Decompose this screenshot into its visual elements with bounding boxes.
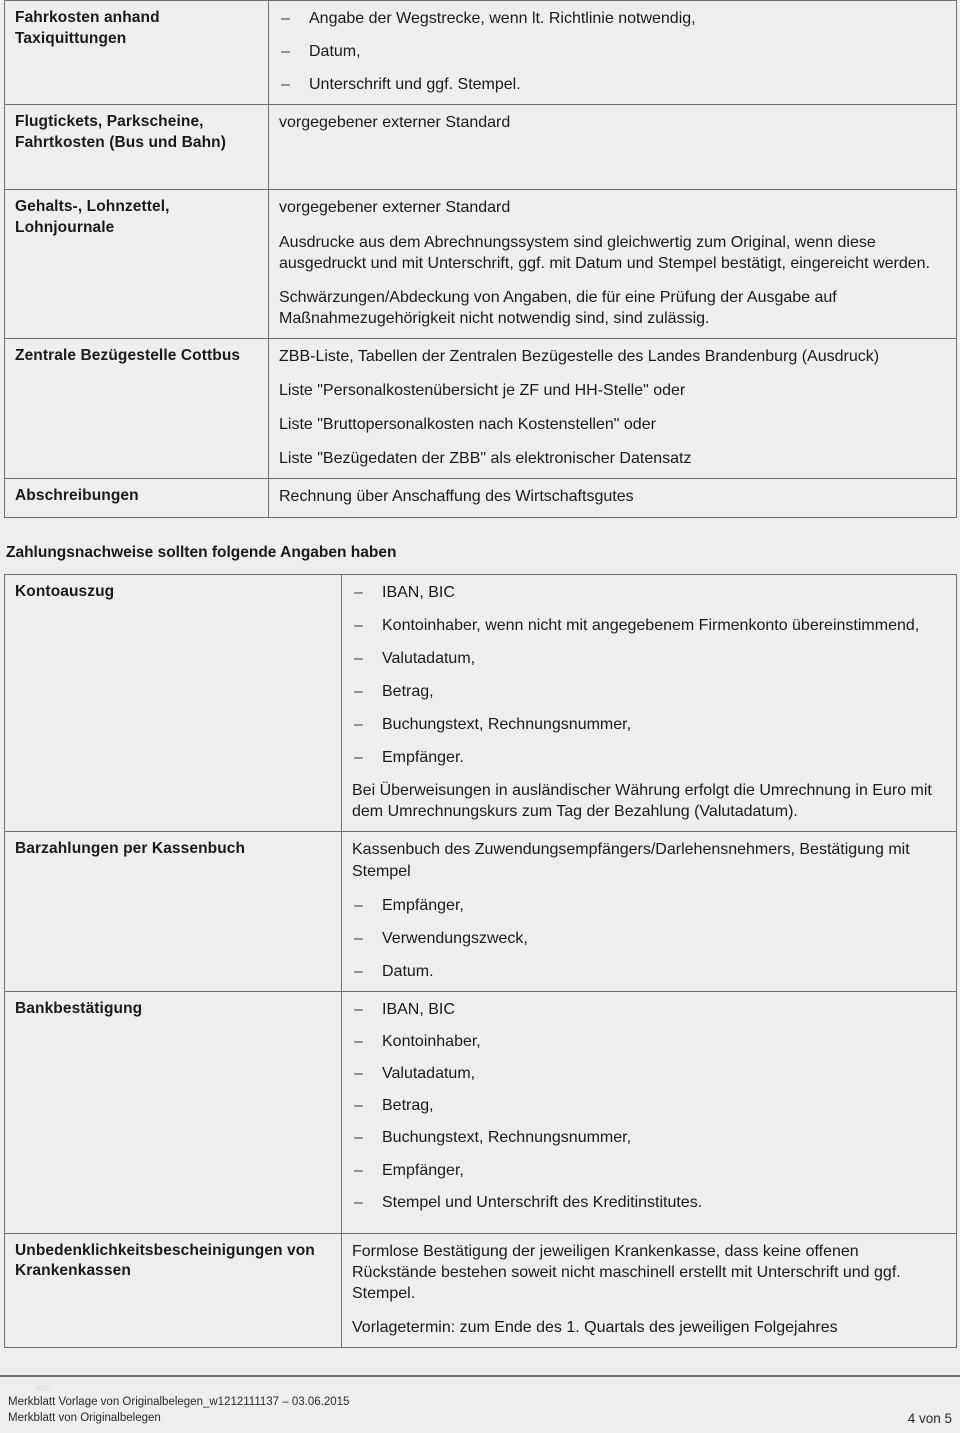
list-item: – Stempel und Unterschrift des Kreditinstitutes.	[352, 1192, 946, 1213]
row-content-abschreibungen	[269, 479, 957, 517]
watermark-text: http	[36, 1383, 52, 1393]
paragraph: vorgegebener externer Standard	[279, 199, 511, 217]
paragraph: Schwärzungen/Abdeckung von Angaben, die für eine Prüfung der Ausgabe auf Maßnahmezugehörigkeit nicht notwendig sind, sind zulässig.	[279, 288, 837, 327]
row-content-fahrkosten	[269, 1, 957, 105]
section-heading-zahlungsnachweise: Zahlungsnachweise sollten folgende Angaben haben	[0, 518, 960, 574]
row-content-kontoauszug	[342, 574, 957, 832]
table-row	[5, 190, 957, 339]
dash-list	[352, 999, 946, 1213]
paragraph: Liste "Bezügedaten der ZBB" als elektronischer Datensatz	[279, 450, 692, 468]
list-item: – IBAN, BIC	[352, 582, 946, 603]
list-item: – Verwendungszweck,	[352, 928, 946, 949]
row-label-zentrale-bezuegestelle: Zentrale Bezügestelle Cottbus	[5, 338, 269, 478]
list-item: – Datum,	[279, 41, 946, 62]
row-label-barzahlungen: Barzahlungen per Kassenbuch	[5, 832, 342, 992]
page-indicator: 4 von 5	[907, 1411, 952, 1426]
list-item: – Valutadatum,	[352, 648, 946, 669]
row-label-bankbestaetigung: Bankbestätigung	[5, 991, 342, 1233]
table-row	[5, 832, 957, 992]
table-body	[5, 574, 957, 1348]
list-item: – Unterschrift und ggf. Stempel.	[279, 74, 946, 95]
list-item: – Empfänger,	[352, 1160, 946, 1181]
table-row	[5, 991, 957, 1233]
cell-spacer	[279, 146, 946, 180]
table-row	[5, 1233, 957, 1347]
row-content-barzahlungen	[342, 832, 957, 992]
paragraph: Kassenbuch des Zuwendungsempfängers/Darlehensnehmers, Bestätigung mit Stempel	[352, 841, 910, 880]
list-item: – Empfänger,	[352, 895, 946, 916]
payment-evidence-table	[4, 574, 957, 1349]
list-item: – IBAN, BIC	[352, 999, 946, 1020]
list-item: – Kontoinhaber, wenn nicht mit angegebenem Firmenkonto übereinstimmend,	[352, 615, 946, 636]
table-row	[5, 1, 957, 105]
row-label-unbedenklichkeitsbescheinigungen: Unbedenklichkeitsbescheinigungen von Krankenkassen	[5, 1233, 342, 1347]
evidence-requirements-table	[4, 0, 957, 518]
footer-line-2: Merkblatt von Originalbelegen	[8, 1412, 161, 1425]
table-row	[5, 479, 957, 517]
row-label-gehalts: Gehalts-, Lohnzettel, Lohnjournale	[5, 190, 269, 339]
list-item: – Valutadatum,	[352, 1063, 946, 1084]
table-body	[5, 1, 957, 518]
dash-list	[352, 582, 946, 769]
paragraph: Bei Überweisungen in ausländischer Währung erfolgt die Umrechnung in Euro mit dem Umrechnungskurs zum Tag der Bezahlung (Valutadatum).	[352, 782, 932, 821]
paragraph: Vorlagetermin: zum Ende des 1. Quartals des jeweiligen Folgejahres	[352, 1319, 838, 1337]
paragraph: Rechnung über Anschaffung des Wirtschaftsgutes	[279, 488, 634, 506]
paragraph: Formlose Bestätigung der jeweiligen Krankenkasse, dass keine offenen Rückstände bestehen soweit nicht maschinell erstellt mit Unterschrift und ggf. Stempel.	[352, 1242, 901, 1302]
list-item: – Buchungstext, Rechnungsnummer,	[352, 1127, 946, 1148]
dash-list	[352, 895, 946, 982]
list-item: – Buchungstext, Rechnungsnummer,	[352, 714, 946, 735]
list-item: – Betrag,	[352, 1095, 946, 1116]
list-item: – Betrag,	[352, 681, 946, 702]
page-footer	[0, 1375, 960, 1433]
paragraph: ZBB-Liste, Tabellen der Zentralen Bezügestelle des Landes Brandenburg (Ausdruck)	[279, 347, 880, 365]
dash-list	[279, 8, 946, 95]
table-row	[5, 574, 957, 832]
row-label-abschreibungen: Abschreibungen	[5, 479, 269, 517]
paragraph: Liste "Personalkostenübersicht je ZF und HH-Stelle" oder	[279, 382, 686, 400]
table-row	[5, 105, 957, 190]
row-content-bankbestaetigung	[342, 991, 957, 1233]
row-content-unbedenklichkeitsbescheinigungen	[342, 1233, 957, 1347]
table-row	[5, 338, 957, 478]
row-label-fahrkosten: Fahrkosten anhand Taxiquittungen	[5, 1, 269, 105]
list-item: – Empfänger.	[352, 747, 946, 768]
list-item: – Kontoinhaber,	[352, 1031, 946, 1052]
row-label-kontoauszug: Kontoauszug	[5, 574, 342, 832]
paragraph: Ausdrucke aus dem Abrechnungssystem sind gleichwertig zum Original, wenn diese ausgedruckt und mit Unterschrift, ggf. mit Datum und Stempel bestätigt, eingereicht werden.	[279, 233, 930, 272]
row-content-gehalts	[269, 190, 957, 339]
paragraph: Liste "Bruttopersonalkosten nach Kostenstellen" oder	[279, 416, 656, 434]
paragraph: vorgegebener externer Standard	[279, 114, 511, 132]
list-item: – Datum.	[352, 961, 946, 982]
row-label-flugtickets: Flugtickets, Parkscheine, Fahrtkosten (Bus und Bahn)	[5, 105, 269, 190]
list-item: – Angabe der Wegstrecke, wenn lt. Richtlinie notwendig,	[279, 8, 946, 29]
footer-document-info	[8, 1395, 349, 1427]
footer-line-1: Merkblatt Vorlage von Originalbelegen_w1212111137 – 03.06.2015	[8, 1396, 350, 1409]
row-content-zentrale-bezuegestelle	[269, 338, 957, 478]
row-content-flugtickets	[269, 105, 957, 190]
